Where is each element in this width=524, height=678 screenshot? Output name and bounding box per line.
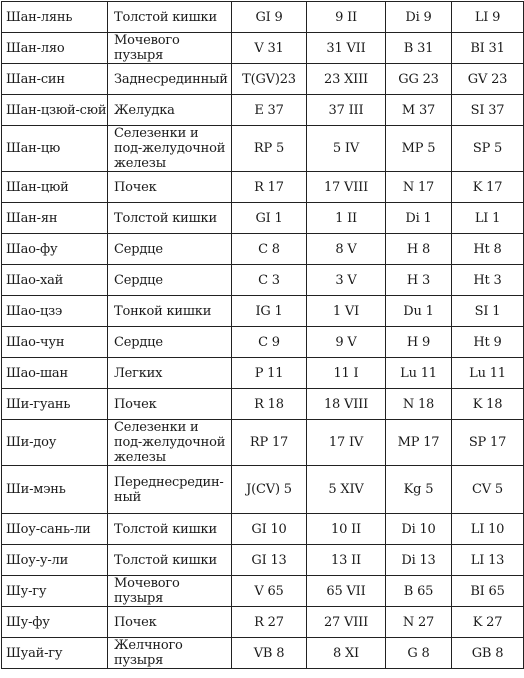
code-cell-3: Di 10 bbox=[386, 514, 452, 545]
point-name-cell: Шуай-гу bbox=[2, 638, 108, 669]
code-cell-4: Ht 9 bbox=[452, 327, 524, 358]
point-name-cell: Шу-гу bbox=[2, 576, 108, 607]
code-cell-4: GB 8 bbox=[452, 638, 524, 669]
code-cell-3: H 9 bbox=[386, 327, 452, 358]
meridian-cell: Сердце bbox=[108, 265, 232, 296]
table-body bbox=[2, 2, 524, 669]
code-cell-2: 23 XIII bbox=[307, 64, 386, 95]
point-name-cell: Шан-цзюй-сюй bbox=[2, 95, 108, 126]
point-name-cell: Ши-доу bbox=[2, 420, 108, 466]
code-cell-3: Di 13 bbox=[386, 545, 452, 576]
point-name-cell: Шао-хай bbox=[2, 265, 108, 296]
table-row bbox=[2, 466, 524, 514]
table-row bbox=[2, 358, 524, 389]
code-cell-2: 37 III bbox=[307, 95, 386, 126]
code-cell-2: 8 XI bbox=[307, 638, 386, 669]
table-row bbox=[2, 234, 524, 265]
code-cell-2: 5 XIV bbox=[307, 466, 386, 514]
meridian-cell: Желчного пузыря bbox=[108, 638, 232, 669]
point-name-cell: Шан-цю bbox=[2, 126, 108, 172]
code-cell-1: V 31 bbox=[232, 33, 307, 64]
meridian-cell: Желудка bbox=[108, 95, 232, 126]
meridian-cell: Толстой кишки bbox=[108, 203, 232, 234]
table-row bbox=[2, 64, 524, 95]
code-cell-3: N 18 bbox=[386, 389, 452, 420]
code-cell-1: R 18 bbox=[232, 389, 307, 420]
code-cell-4: SI 37 bbox=[452, 95, 524, 126]
code-cell-1: GI 10 bbox=[232, 514, 307, 545]
point-name-cell: Шу-фу bbox=[2, 607, 108, 638]
code-cell-1: R 27 bbox=[232, 607, 307, 638]
meridian-cell: Почек bbox=[108, 172, 232, 203]
point-name-cell: Шан-цюй bbox=[2, 172, 108, 203]
code-cell-2: 65 VII bbox=[307, 576, 386, 607]
table-row bbox=[2, 638, 524, 669]
code-cell-3: H 8 bbox=[386, 234, 452, 265]
point-name-cell: Шоу-у-ли bbox=[2, 545, 108, 576]
code-cell-4: SP 17 bbox=[452, 420, 524, 466]
point-name-cell: Шоу-сань-ли bbox=[2, 514, 108, 545]
code-cell-2: 11 I bbox=[307, 358, 386, 389]
code-cell-4: Ht 8 bbox=[452, 234, 524, 265]
code-cell-3: B 65 bbox=[386, 576, 452, 607]
code-cell-4: Ht 3 bbox=[452, 265, 524, 296]
meridian-cell: Мочевого пузыря bbox=[108, 576, 232, 607]
code-cell-4: K 18 bbox=[452, 389, 524, 420]
meridian-cell: Почек bbox=[108, 389, 232, 420]
code-cell-1: RP 17 bbox=[232, 420, 307, 466]
code-cell-3: Kg 5 bbox=[386, 466, 452, 514]
point-name-cell: Шан-лянь bbox=[2, 2, 108, 33]
code-cell-2: 13 II bbox=[307, 545, 386, 576]
code-cell-4: CV 5 bbox=[452, 466, 524, 514]
point-name-cell: Ши-мэнь bbox=[2, 466, 108, 514]
code-cell-2: 9 V bbox=[307, 327, 386, 358]
code-cell-1: GI 9 bbox=[232, 2, 307, 33]
code-cell-2: 10 II bbox=[307, 514, 386, 545]
code-cell-4: BI 31 bbox=[452, 33, 524, 64]
table-row bbox=[2, 389, 524, 420]
code-cell-1: C 9 bbox=[232, 327, 307, 358]
point-name-cell: Шан-ян bbox=[2, 203, 108, 234]
code-cell-4: LI 9 bbox=[452, 2, 524, 33]
point-name-cell: Шао-фу bbox=[2, 234, 108, 265]
code-cell-1: IG 1 bbox=[232, 296, 307, 327]
table-row bbox=[2, 265, 524, 296]
meridian-cell: Легких bbox=[108, 358, 232, 389]
meridian-cell: Толстой кишки bbox=[108, 2, 232, 33]
code-cell-4: BI 65 bbox=[452, 576, 524, 607]
code-cell-4: K 17 bbox=[452, 172, 524, 203]
table-row bbox=[2, 33, 524, 64]
code-cell-2: 17 IV bbox=[307, 420, 386, 466]
table-row bbox=[2, 607, 524, 638]
point-name-cell: Шан-син bbox=[2, 64, 108, 95]
code-cell-2: 1 II bbox=[307, 203, 386, 234]
table-row bbox=[2, 95, 524, 126]
code-cell-4: LI 10 bbox=[452, 514, 524, 545]
code-cell-2: 3 V bbox=[307, 265, 386, 296]
code-cell-2: 31 VII bbox=[307, 33, 386, 64]
code-cell-1: C 8 bbox=[232, 234, 307, 265]
code-cell-2: 8 V bbox=[307, 234, 386, 265]
meridian-cell: Почек bbox=[108, 607, 232, 638]
code-cell-1: C 3 bbox=[232, 265, 307, 296]
code-cell-1: R 17 bbox=[232, 172, 307, 203]
point-name-cell: Шао-шан bbox=[2, 358, 108, 389]
code-cell-1: RP 5 bbox=[232, 126, 307, 172]
code-cell-4: GV 23 bbox=[452, 64, 524, 95]
code-cell-1: E 37 bbox=[232, 95, 307, 126]
table-row bbox=[2, 172, 524, 203]
table-row bbox=[2, 576, 524, 607]
code-cell-1: GI 1 bbox=[232, 203, 307, 234]
code-cell-2: 27 VIII bbox=[307, 607, 386, 638]
table-row bbox=[2, 2, 524, 33]
code-cell-4: LI 13 bbox=[452, 545, 524, 576]
code-cell-4: SI 1 bbox=[452, 296, 524, 327]
table-row bbox=[2, 203, 524, 234]
point-name-cell: Шан-ляо bbox=[2, 33, 108, 64]
code-cell-3: MP 5 bbox=[386, 126, 452, 172]
meridian-cell: Переднесредин-ный bbox=[108, 466, 232, 514]
code-cell-3: B 31 bbox=[386, 33, 452, 64]
meridian-cell: Селезенки и под-желудочной железы bbox=[108, 126, 232, 172]
code-cell-2: 1 VI bbox=[307, 296, 386, 327]
point-name-cell: Шао-чун bbox=[2, 327, 108, 358]
code-cell-2: 5 IV bbox=[307, 126, 386, 172]
code-cell-2: 9 II bbox=[307, 2, 386, 33]
meridian-cell: Толстой кишки bbox=[108, 545, 232, 576]
point-name-cell: Шао-цзэ bbox=[2, 296, 108, 327]
code-cell-3: Di 1 bbox=[386, 203, 452, 234]
meridian-cell: Сердце bbox=[108, 234, 232, 265]
code-cell-1: T(GV)23 bbox=[232, 64, 307, 95]
code-cell-3: GG 23 bbox=[386, 64, 452, 95]
acupuncture-points-table bbox=[1, 1, 524, 669]
table-row bbox=[2, 296, 524, 327]
code-cell-3: MP 17 bbox=[386, 420, 452, 466]
code-cell-3: N 17 bbox=[386, 172, 452, 203]
table-row bbox=[2, 327, 524, 358]
meridian-cell: Селезенки и под-желудочной железы bbox=[108, 420, 232, 466]
code-cell-1: VB 8 bbox=[232, 638, 307, 669]
meridian-cell: Тонкой кишки bbox=[108, 296, 232, 327]
code-cell-3: Di 9 bbox=[386, 2, 452, 33]
code-cell-3: G 8 bbox=[386, 638, 452, 669]
code-cell-4: SP 5 bbox=[452, 126, 524, 172]
code-cell-2: 18 VIII bbox=[307, 389, 386, 420]
meridian-cell: Заднесрединный bbox=[108, 64, 232, 95]
code-cell-1: J(CV) 5 bbox=[232, 466, 307, 514]
table-row bbox=[2, 420, 524, 466]
code-cell-2: 17 VIII bbox=[307, 172, 386, 203]
code-cell-3: Du 1 bbox=[386, 296, 452, 327]
code-cell-3: Lu 11 bbox=[386, 358, 452, 389]
table-row bbox=[2, 514, 524, 545]
code-cell-3: N 27 bbox=[386, 607, 452, 638]
code-cell-3: H 3 bbox=[386, 265, 452, 296]
table-row bbox=[2, 126, 524, 172]
code-cell-1: V 65 bbox=[232, 576, 307, 607]
code-cell-4: LI 1 bbox=[452, 203, 524, 234]
meridian-cell: Толстой кишки bbox=[108, 514, 232, 545]
meridian-cell: Мочевого пузыря bbox=[108, 33, 232, 64]
table-row bbox=[2, 545, 524, 576]
code-cell-4: K 27 bbox=[452, 607, 524, 638]
code-cell-3: M 37 bbox=[386, 95, 452, 126]
point-name-cell: Ши-гуань bbox=[2, 389, 108, 420]
meridian-cell: Сердце bbox=[108, 327, 232, 358]
code-cell-1: P 11 bbox=[232, 358, 307, 389]
code-cell-4: Lu 11 bbox=[452, 358, 524, 389]
code-cell-1: GI 13 bbox=[232, 545, 307, 576]
